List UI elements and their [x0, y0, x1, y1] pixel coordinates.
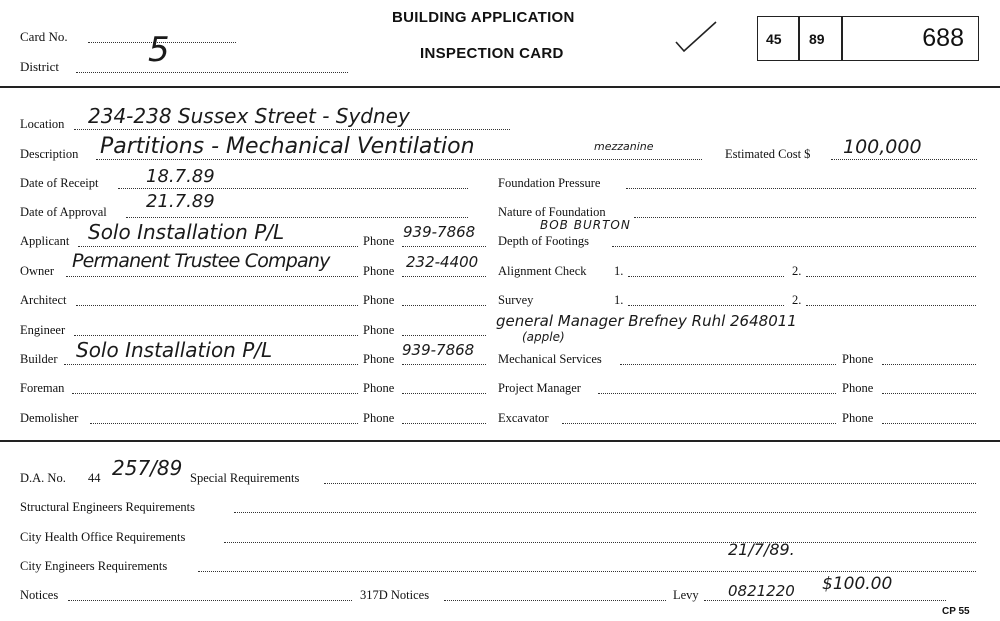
check-mark-icon [672, 18, 720, 56]
owner-label: Owner [20, 264, 55, 278]
project-manager-phone-field[interactable] [882, 393, 976, 394]
notices-field[interactable] [68, 600, 352, 601]
engineer-field[interactable] [74, 335, 358, 336]
foreman-phone-label: Phone [363, 381, 395, 395]
da-value: 257/89 [112, 456, 183, 480]
architect-phone-label: Phone [363, 293, 395, 307]
depth-footings-field[interactable] [612, 246, 976, 247]
demolisher-phone-label: Phone [363, 411, 395, 425]
builder-phone: 939-7868 [402, 341, 475, 359]
project-manager-phone-label: Phone [842, 381, 874, 395]
mech-services-phone-field[interactable] [882, 364, 976, 365]
builder-phone-label: Phone [363, 352, 395, 366]
district-label: District [20, 59, 59, 74]
owner-phone-field[interactable] [402, 276, 486, 277]
city-eng-date: 21/7/89. [728, 540, 795, 559]
district-field[interactable] [76, 72, 348, 73]
levy-value: 0821220 [728, 582, 795, 600]
excavator-label: Excavator [498, 411, 549, 425]
nature-foundation-label: Nature of Foundation [498, 205, 606, 219]
engineer-note: general Manager Brefney Ruhl 2648011 [496, 312, 797, 330]
builder-phone-field[interactable] [402, 364, 486, 365]
applicant-value: Solo Installation P/L [88, 220, 285, 244]
engineer-phone-field[interactable] [402, 335, 486, 336]
alignment-label: Alignment Check [498, 264, 587, 278]
mech-services-field[interactable] [620, 364, 836, 365]
owner-phone-label: Phone [363, 264, 395, 278]
applicant-label: Applicant [20, 234, 70, 248]
health-label: City Health Office Requirements [20, 530, 186, 544]
excavator-phone-field[interactable] [882, 423, 976, 424]
excavator-field[interactable] [562, 423, 836, 424]
notices-label: Notices [20, 588, 59, 602]
alignment-num-1: 1. [614, 264, 624, 278]
levy-label: Levy [673, 588, 699, 602]
applicant-field[interactable] [78, 246, 358, 247]
location-value: 234-238 Sussex Street - Sydney [88, 104, 410, 128]
architect-phone-field[interactable] [402, 305, 486, 306]
footings-note: BOB BURTON [540, 218, 631, 232]
special-label: Special Requirements [190, 471, 300, 485]
survey-label: Survey [498, 293, 534, 307]
code-box-b [799, 16, 842, 61]
excavator-phone-label: Phone [842, 411, 874, 425]
project-manager-field[interactable] [598, 393, 836, 394]
survey-num-2: 2. [792, 293, 802, 307]
owner-value: Permanent Trustee Company [72, 250, 330, 272]
structural-label: Structural Engineers Requirements [20, 500, 195, 514]
structural-field[interactable] [234, 512, 976, 513]
special-field[interactable] [324, 483, 976, 484]
builder-value: Solo Installation P/L [76, 338, 273, 362]
approval-value: 21.7.89 [146, 191, 215, 212]
description-label: Description [20, 147, 79, 161]
survey-num-1: 1. [614, 293, 624, 307]
demolisher-phone-field[interactable] [402, 423, 486, 424]
alignment-field-1[interactable] [628, 276, 784, 277]
form-title: BUILDING APPLICATION [392, 9, 575, 26]
da-label: D.A. No. [20, 471, 66, 485]
mech-services-phone-label: Phone [842, 352, 874, 366]
mech-services-label: Mechanical Services [498, 352, 602, 366]
description-field[interactable] [96, 159, 702, 160]
owner-phone: 232-4400 [406, 253, 479, 271]
applicant-phone-field[interactable] [402, 246, 486, 247]
builder-label: Builder [20, 352, 58, 366]
levy-field[interactable] [704, 600, 946, 601]
project-manager-label: Project Manager [498, 381, 581, 395]
demolisher-label: Demolisher [20, 411, 79, 425]
receipt-label: Date of Receipt [20, 176, 99, 190]
engineer-label: Engineer [20, 323, 66, 337]
receipt-field[interactable] [118, 188, 468, 189]
demolisher-field[interactable] [90, 423, 358, 424]
notices-317d-field[interactable] [444, 600, 666, 601]
estimated-cost-field[interactable] [831, 159, 977, 160]
receipt-value: 18.7.89 [146, 166, 215, 187]
card-number-box [842, 16, 979, 61]
location-label: Location [20, 117, 65, 131]
applicant-phone: 939-7868 [403, 223, 476, 241]
owner-field[interactable] [66, 276, 358, 277]
builder-field[interactable] [64, 364, 358, 365]
foreman-label: Foreman [20, 381, 65, 395]
approval-field[interactable] [126, 217, 468, 218]
card-no-label: Card No. [20, 29, 68, 44]
code-box-a [757, 16, 799, 61]
district-value: 5 [148, 30, 170, 70]
foundation-pressure-field[interactable] [626, 188, 976, 189]
description-note: mezzanine [594, 140, 654, 153]
description-value: Partitions - Mechanical Ventilation [100, 134, 475, 159]
estimated-cost-value: 100,000 [843, 136, 922, 158]
location-field[interactable] [74, 129, 510, 130]
code-a: 45 [766, 31, 782, 47]
foreman-field[interactable] [72, 393, 358, 394]
top-divider [0, 86, 1000, 88]
foundation-pressure-label: Foundation Pressure [498, 176, 601, 190]
alignment-field-2[interactable] [806, 276, 976, 277]
nature-foundation-field[interactable] [634, 217, 976, 218]
health-field[interactable] [224, 542, 976, 543]
survey-field-1[interactable] [628, 305, 784, 306]
engineer-phone-label: Phone [363, 323, 395, 337]
foreman-phone-field[interactable] [402, 393, 486, 394]
survey-field-2[interactable] [806, 305, 976, 306]
architect-label: Architect [20, 293, 67, 307]
applicant-phone-label: Phone [363, 234, 395, 248]
form-subtitle: INSPECTION CARD [420, 45, 564, 62]
city-eng-field[interactable] [198, 571, 976, 572]
notices-317d-label: 317D Notices [360, 588, 430, 602]
middle-divider [0, 440, 1000, 442]
card-number: 688 [922, 24, 964, 52]
architect-field[interactable] [76, 305, 358, 306]
city-eng-label: City Engineers Requirements [20, 559, 168, 573]
code-b: 89 [809, 31, 825, 47]
alignment-num-2: 2. [792, 264, 802, 278]
approval-label: Date of Approval [20, 205, 107, 219]
da-prefix: 44 [88, 471, 101, 485]
engineer-note-sub: (apple) [522, 330, 565, 344]
footer-code: CP 55 [942, 606, 970, 617]
estimated-cost-label: Estimated Cost $ [725, 147, 811, 161]
levy-amount: $100.00 [822, 574, 893, 594]
depth-footings-label: Depth of Footings [498, 234, 589, 248]
